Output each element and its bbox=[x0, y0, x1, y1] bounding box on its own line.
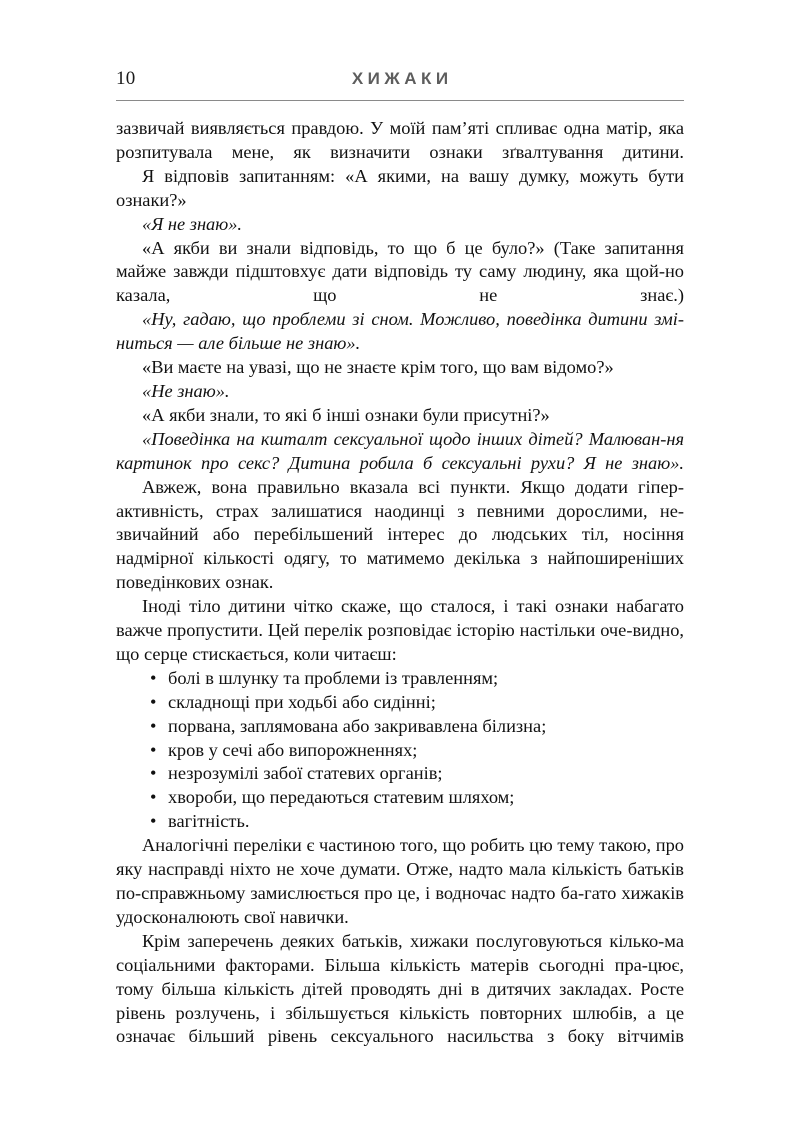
list-item-label: незрозумілі забої статевих органів; bbox=[168, 763, 443, 784]
paragraph: Аналогічні переліки є частиною того, що робить цю тему такою, про яку насправді ніхто не хоче думати. Отже, надто мала кількість батьків по-справжньому замислюється про це, і водночас надто ба-гато хижаків удосконалюють свої навички. bbox=[116, 835, 684, 927]
paragraph: «Я не знаю». bbox=[142, 213, 243, 234]
paragraph: «А якби знали, то які б інші ознаки були присутні?» bbox=[142, 404, 550, 425]
bullet-icon: • bbox=[150, 787, 157, 808]
list-item bbox=[116, 691, 684, 715]
paragraph: «Не знаю». bbox=[142, 380, 230, 401]
paragraph: Іноді тіло дитини чітко скаже, що сталося, і такі ознаки набагато важче пропустити. Цей перелік розповідає історію настільки оче-видно, що серце стискається, коли читаєш: bbox=[116, 596, 684, 664]
list-item-label: болі в шлунку та проблеми із травленням; bbox=[168, 667, 499, 688]
bullet-icon: • bbox=[150, 691, 157, 712]
symptom-list bbox=[116, 667, 684, 834]
paragraph: Я відповів запитанням: «А якими, на вашу думку, можуть бути ознаки?» bbox=[116, 165, 684, 210]
paragraph: Авжеж, вона правильно вказала всі пункти. Якщо додати гіпер-активність, страх залишатися наодинці з певними дорослими, не-звичайний або перебільшений інтерес до людських тіл, носіння надмірної кількості одягу, то матимемо декілька з найпоширеніших поведінкових ознак. bbox=[116, 476, 684, 593]
paragraph: «А якби ви знали відповідь, то що б це було?» (Таке запитання майже завжди підштовхує дати відповідь ту саму людину, яка щой-но казала, що не знає.) bbox=[116, 237, 684, 306]
list-item bbox=[116, 739, 684, 763]
list-item bbox=[116, 786, 684, 810]
list-item-label: вагітність. bbox=[168, 811, 250, 832]
paragraph: «Ну, гадаю, що проблеми зі сном. Можливо, поведінка дитини змі-ниться — але більше не знаю». bbox=[116, 309, 684, 354]
list-item bbox=[116, 810, 684, 834]
paragraph: Крім заперечень деяких батьків, хижаки послуговуються кілько-ма соціальними факторами. Більша кількість матерів сьогодні пра-цює, тому більша кількість дітей проводять дні в дитячих закладах. Росте рівень розлучень, і збільшується кількість повторних шлюбів, а це означає більший рівень сексуального насильства з боку вітчимів bbox=[116, 930, 684, 1047]
list-item bbox=[116, 715, 684, 739]
bullet-icon: • bbox=[150, 667, 157, 688]
page-number: 10 bbox=[116, 68, 136, 89]
list-item-label: порвана, заплямована або закривавлена білизна; bbox=[168, 715, 547, 736]
running-head bbox=[116, 66, 684, 96]
bullet-icon: • bbox=[150, 715, 157, 736]
header-divider bbox=[116, 100, 684, 101]
bullet-icon: • bbox=[150, 763, 157, 784]
list-item-label: складнощі при ходьбі або сидінні; bbox=[168, 691, 436, 712]
list-item bbox=[116, 667, 684, 691]
list-item-label: кров у сечі або випорожненнях; bbox=[168, 739, 418, 760]
bullet-icon: • bbox=[150, 811, 157, 832]
paragraph: «Ви маєте на увазі, що не знаєте крім того, що вам відомо?» bbox=[142, 357, 614, 378]
list-item-label: хвороби, що передаються статевим шляхом; bbox=[168, 787, 515, 808]
text-body bbox=[116, 117, 684, 1049]
paragraph: «Поведінка на кшталт сексуальної щодо інших дітей? Малюван-ня картинок про секс? Дитина робила б сексуальні рухи? Я не знаю». bbox=[116, 428, 684, 473]
running-title: ХИЖАКИ bbox=[351, 69, 453, 88]
paragraph: зазвичай виявляється правдою. У моїй пам’яті спливає одна матір, яка розпитувала мене, як визначити ознаки зґвалтування дитини. bbox=[116, 118, 684, 162]
bullet-icon: • bbox=[150, 739, 157, 760]
list-item bbox=[116, 762, 684, 786]
